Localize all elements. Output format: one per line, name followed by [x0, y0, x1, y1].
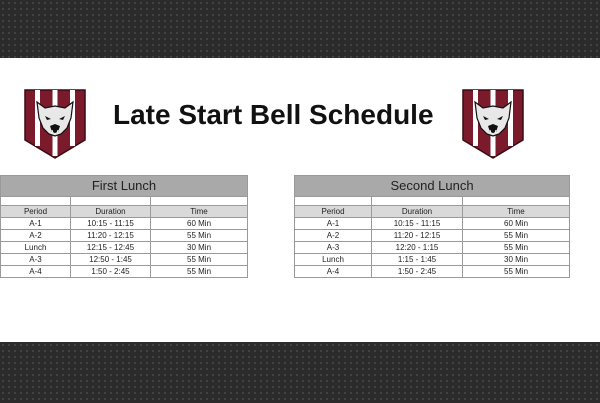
table-row: A-3 12:50 - 1:45 55 Min — [1, 254, 248, 266]
table-row: A-1 10:15 - 11:15 60 Min — [295, 218, 570, 230]
page-title: Late Start Bell Schedule — [113, 99, 434, 130]
table-row: A-3 12:20 - 1:15 55 Min — [295, 242, 570, 254]
table-row: Lunch 12:15 - 12:45 30 Min — [1, 242, 248, 254]
column-header-duration: Duration — [372, 206, 463, 218]
slide — [0, 58, 600, 342]
background-band-top — [0, 0, 600, 58]
table-row: A-4 1:50 - 2:45 55 Min — [295, 266, 570, 278]
column-header-duration: Duration — [71, 206, 151, 218]
first-lunch-heading: First Lunch — [1, 176, 248, 197]
table-row: A-2 11:20 - 12:15 55 Min — [1, 230, 248, 242]
background-band-bottom — [0, 342, 600, 403]
column-header-period: Period — [1, 206, 71, 218]
column-header-time: Time — [463, 206, 570, 218]
table-row: A-1 10:15 - 11:15 60 Min — [1, 218, 248, 230]
wolf-crest-logo-left — [23, 88, 87, 160]
table-row: Lunch 1:15 - 1:45 30 Min — [295, 254, 570, 266]
second-lunch-heading: Second Lunch — [295, 176, 570, 197]
second-lunch-table — [294, 175, 570, 278]
column-header-period: Period — [295, 206, 372, 218]
column-header-time: Time — [151, 206, 248, 218]
wolf-crest-logo-right — [461, 88, 525, 160]
first-lunch-table — [0, 175, 248, 278]
table-row: A-4 1:50 - 2:45 55 Min — [1, 266, 248, 278]
table-row: A-2 11:20 - 12:15 55 Min — [295, 230, 570, 242]
